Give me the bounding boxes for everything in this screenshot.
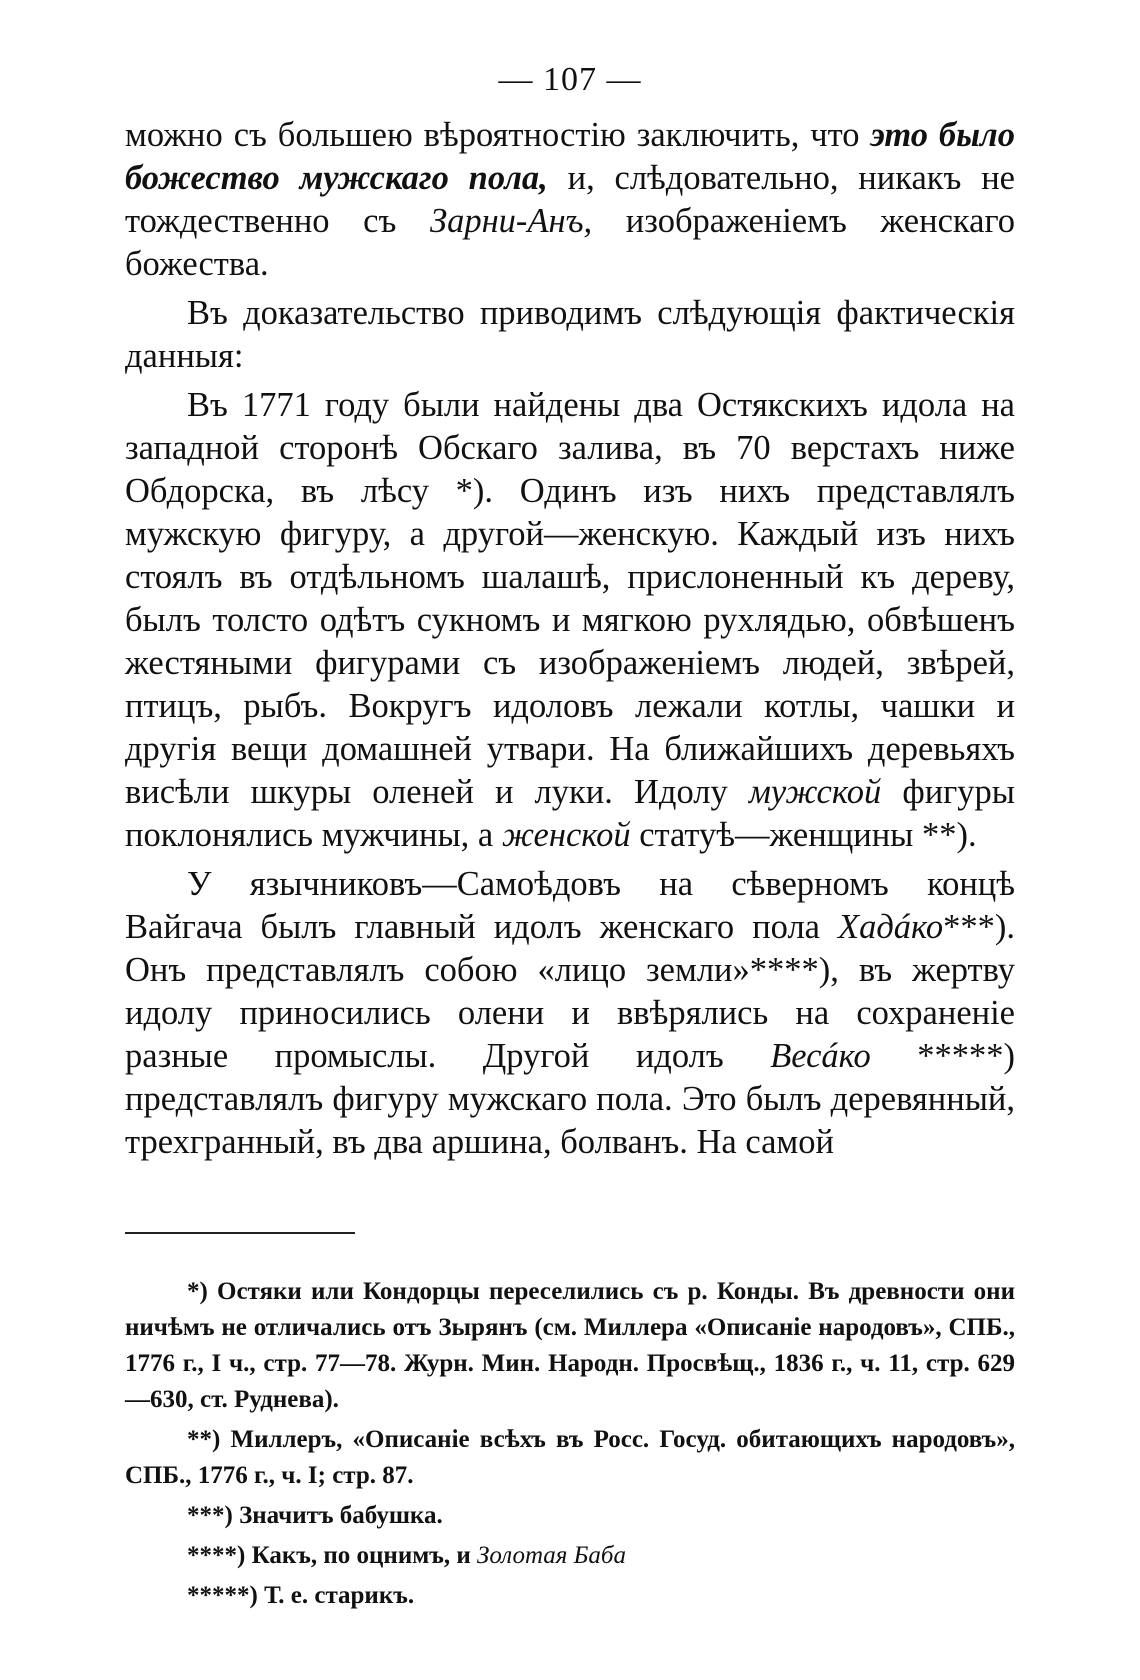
paragraph-3-emphasis-a: мужской (748, 773, 882, 811)
paragraph-1-emphasis-b: Зарни-Анъ, (429, 202, 593, 240)
paragraph-4-text-b: ***). Онъ представлялъ собою «лицо земли»****), въ жертву идолу приносились олени и ввѣрялись на сохраненіе разные промыслы. Другой идолъ (125, 908, 1015, 1075)
book-page (125, 60, 1015, 1614)
footnote-3: ***) Значитъ бабушка. (187, 1502, 443, 1529)
paragraph-4-text-c: *****) представлялъ фигуру мужскаго пола. Это былъ деревянный, трехгранный, въ два аршина, болванъ. На самой (125, 1037, 1015, 1161)
footnote-4-text: ****) Какъ, по оцнимъ, и (187, 1542, 477, 1569)
footnote-4-emphasis: Золотая Баба (476, 1542, 626, 1569)
paragraph-4-emphasis-a: Хадáко (838, 908, 944, 946)
paragraph-3-text-c: статуѣ—женщины **). (630, 816, 977, 854)
paragraph-1-text-c: изображеніемъ женскаго божества. (125, 202, 1015, 283)
paragraph-1-text-b: и, слѣдовательно, никакъ не тождественно съ (125, 159, 1015, 240)
paragraph-2 (125, 292, 1015, 378)
paragraph-3 (125, 384, 1015, 857)
footnote-5: *****) Т. е. старикъ. (187, 1582, 415, 1609)
footnote-2: **) Миллеръ, «Описаніе всѣхъ въ Росс. Госуд. обитающихъ народовъ», СПБ., 1776 г., ч. I; стр. 87. (125, 1426, 1015, 1489)
footnote-divider (125, 1232, 355, 1234)
paragraph-4-text-a: У язычниковъ—Самоѣдовъ на сѣверномъ концѣ Вайгача былъ главный идолъ женскаго пола (125, 865, 1015, 946)
paragraph-2-text: Въ доказательство приводимъ слѣдующія фактическія данныя: (125, 294, 1015, 375)
paragraph-4 (125, 863, 1015, 1164)
paragraph-3-text-b: фигуры поклонялись мужчины, а (125, 773, 1015, 854)
paragraph-1-emphasis-a: это было божество мужскаго пола, (125, 116, 1016, 197)
paragraph-3-emphasis-b: женской (501, 816, 631, 854)
main-text (125, 114, 1015, 1164)
paragraph-4-emphasis-b: Весáко (770, 1037, 871, 1075)
paragraph-3-text-a: Въ 1771 году были найдены два Остякскихъ идола на западной сторонѣ Обскаго залива, въ 70 верстахъ ниже Обдорска, въ лѣсу *). Одинъ изъ нихъ представлялъ мужскую фигуру, а другой—женскую. Каждый изъ нихъ стоялъ въ отдѣльномъ шалашѣ, прислоненный къ дереву, былъ толсто одѣтъ сукномъ и мягкою рухлядью, обвѣшенъ жестяными фигурами съ изображеніемъ людей, звѣрей, птицъ, рыбъ. Вокругъ идоловъ лежали котлы, чашки и другія вещи домашней утвари. На ближайшихъ деревьяхъ висѣли шкуры оленей и луки. Идолу (125, 386, 1015, 811)
footnote-1: *) Остяки или Кондорцы переселились съ р. Конды. Въ древности они ничѣмъ не отличались отъ Зырянъ (см. Миллера «Описаніе народовъ», СПБ., 1776 г., I ч., стр. 77—78. Журн. Мин. Народн. Просвѣщ., 1836 г., ч. 11, стр. 629—630, ст. Руднева). (125, 1278, 1015, 1413)
paragraph-1 (125, 114, 1015, 286)
footnote-4 (125, 1538, 1015, 1574)
footnotes (125, 1274, 1015, 1614)
page-number: — 107 — (498, 61, 642, 98)
paragraph-1-text-a: можно съ большею вѣроятностію заключить, что (125, 116, 871, 154)
